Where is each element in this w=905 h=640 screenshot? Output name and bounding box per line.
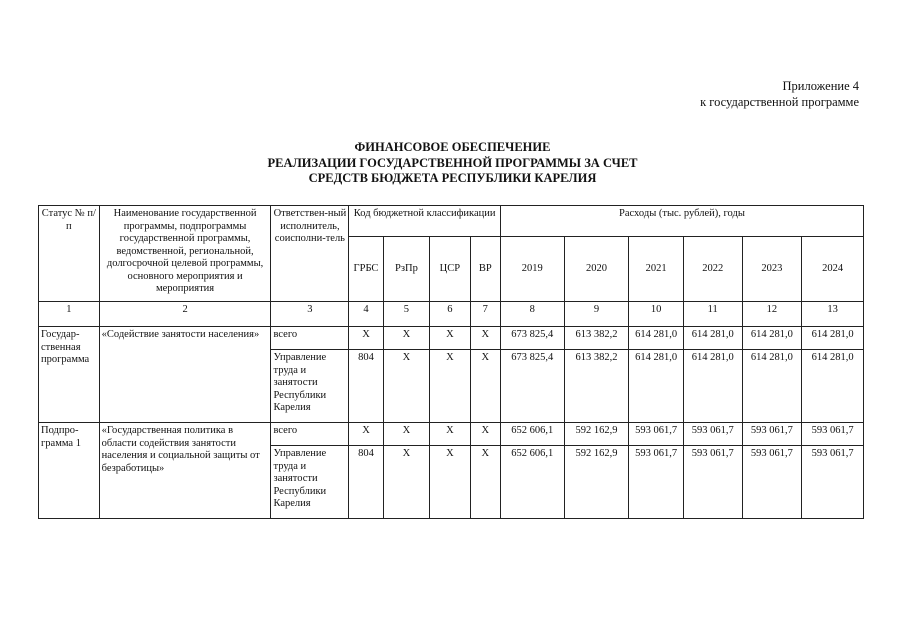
cell-csr: Х [430, 423, 470, 446]
cell-amount: 614 281,0 [742, 327, 802, 350]
header-grbs: ГРБС [349, 237, 383, 302]
appendix-line-1: Приложение 4 [782, 79, 859, 93]
column-number: 1 [39, 302, 100, 327]
cell-amount: 614 281,0 [742, 350, 802, 423]
cell-amount: 593 061,7 [629, 423, 684, 446]
cell-amount: 593 061,7 [742, 423, 802, 446]
cell-vr: Х [470, 327, 500, 350]
column-number: 13 [802, 302, 864, 327]
header-row-1 [39, 206, 864, 237]
row-status: Государ-ственная программа [39, 327, 100, 423]
appendix-note [700, 78, 859, 110]
header-year: 2023 [742, 237, 802, 302]
table-row [39, 327, 864, 350]
row-executor: Управление труда и занятости Республики Карелия [271, 350, 349, 423]
title-line-1: ФИНАНСОВОЕ ОБЕСПЕЧЕНИЕ [354, 140, 551, 154]
header-year: 2021 [629, 237, 684, 302]
cell-amount: 613 382,2 [564, 350, 629, 423]
cell-csr: Х [430, 446, 470, 519]
cell-amount: 614 281,0 [683, 327, 742, 350]
header-csr: ЦСР [430, 237, 470, 302]
row-executor: всего [271, 423, 349, 446]
cell-amount: 593 061,7 [629, 446, 684, 519]
cell-amount: 593 061,7 [802, 423, 864, 446]
cell-vr: Х [470, 350, 500, 423]
title-line-3: СРЕДСТВ БЮДЖЕТА РЕСПУБЛИКИ КАРЕЛИЯ [308, 171, 597, 185]
column-number: 7 [470, 302, 500, 327]
column-number: 12 [742, 302, 802, 327]
column-number: 6 [430, 302, 470, 327]
header-executor: Ответствен-ный исполнитель, соисполни-тель [271, 206, 349, 302]
title-line-2: РЕАЛИЗАЦИИ ГОСУДАРСТВЕННОЙ ПРОГРАММЫ ЗА СЧЕТ [267, 155, 638, 170]
cell-amount: 673 825,4 [500, 327, 564, 350]
cell-rzpr: Х [383, 350, 430, 423]
cell-amount: 614 281,0 [629, 350, 684, 423]
row-executor: всего [271, 327, 349, 350]
row-program-name: «Государственная политика в области содействия занятости населения и социальной защиты от безработицы» [99, 423, 271, 519]
cell-grbs: Х [349, 423, 383, 446]
financing-table [38, 205, 864, 519]
column-number: 10 [629, 302, 684, 327]
cell-vr: Х [470, 446, 500, 519]
header-year: 2022 [683, 237, 742, 302]
column-number: 4 [349, 302, 383, 327]
column-number: 11 [683, 302, 742, 327]
cell-amount: 592 162,9 [564, 446, 629, 519]
cell-amount: 593 061,7 [683, 446, 742, 519]
cell-amount: 652 606,1 [500, 446, 564, 519]
table-row [39, 423, 864, 446]
header-rzpr: РзПр [383, 237, 430, 302]
cell-amount: 614 281,0 [802, 327, 864, 350]
column-numbers-row [39, 302, 864, 327]
header-year: 2019 [500, 237, 564, 302]
column-number: 2 [99, 302, 271, 327]
cell-amount: 613 382,2 [564, 327, 629, 350]
header-name: Наименование государственной программы, подпрограммы государственной программы, ведомственной, региональной, долгосрочной целевой программы, основного мероприятия и мероприятия [99, 206, 271, 302]
header-expenses: Расходы (тыс. рублей), годы [500, 206, 863, 237]
cell-amount: 593 061,7 [742, 446, 802, 519]
cell-rzpr: Х [383, 327, 430, 350]
cell-amount: 614 281,0 [802, 350, 864, 423]
cell-amount: 593 061,7 [683, 423, 742, 446]
cell-csr: Х [430, 350, 470, 423]
cell-rzpr: Х [383, 423, 430, 446]
cell-amount: 593 061,7 [802, 446, 864, 519]
cell-rzpr: Х [383, 446, 430, 519]
column-number: 5 [383, 302, 430, 327]
appendix-line-2: к государственной программе [700, 95, 859, 109]
row-program-name: «Содействие занятости населения» [99, 327, 271, 423]
cell-amount: 592 162,9 [564, 423, 629, 446]
column-number: 8 [500, 302, 564, 327]
column-number: 9 [564, 302, 629, 327]
cell-amount: 614 281,0 [683, 350, 742, 423]
document-title [0, 140, 905, 187]
header-status: Статус № п/п [39, 206, 100, 302]
header-year: 2020 [564, 237, 629, 302]
column-number: 3 [271, 302, 349, 327]
cell-amount: 652 606,1 [500, 423, 564, 446]
cell-csr: Х [430, 327, 470, 350]
header-budget-code: Код бюджетной классификации [349, 206, 501, 237]
cell-amount: 673 825,4 [500, 350, 564, 423]
header-vr: ВР [470, 237, 500, 302]
cell-grbs: 804 [349, 350, 383, 423]
cell-amount: 614 281,0 [629, 327, 684, 350]
row-status: Подпро-грамма 1 [39, 423, 100, 519]
cell-vr: Х [470, 423, 500, 446]
cell-grbs: 804 [349, 446, 383, 519]
header-year: 2024 [802, 237, 864, 302]
cell-grbs: Х [349, 327, 383, 350]
row-executor: Управление труда и занятости Республики Карелия [271, 446, 349, 519]
